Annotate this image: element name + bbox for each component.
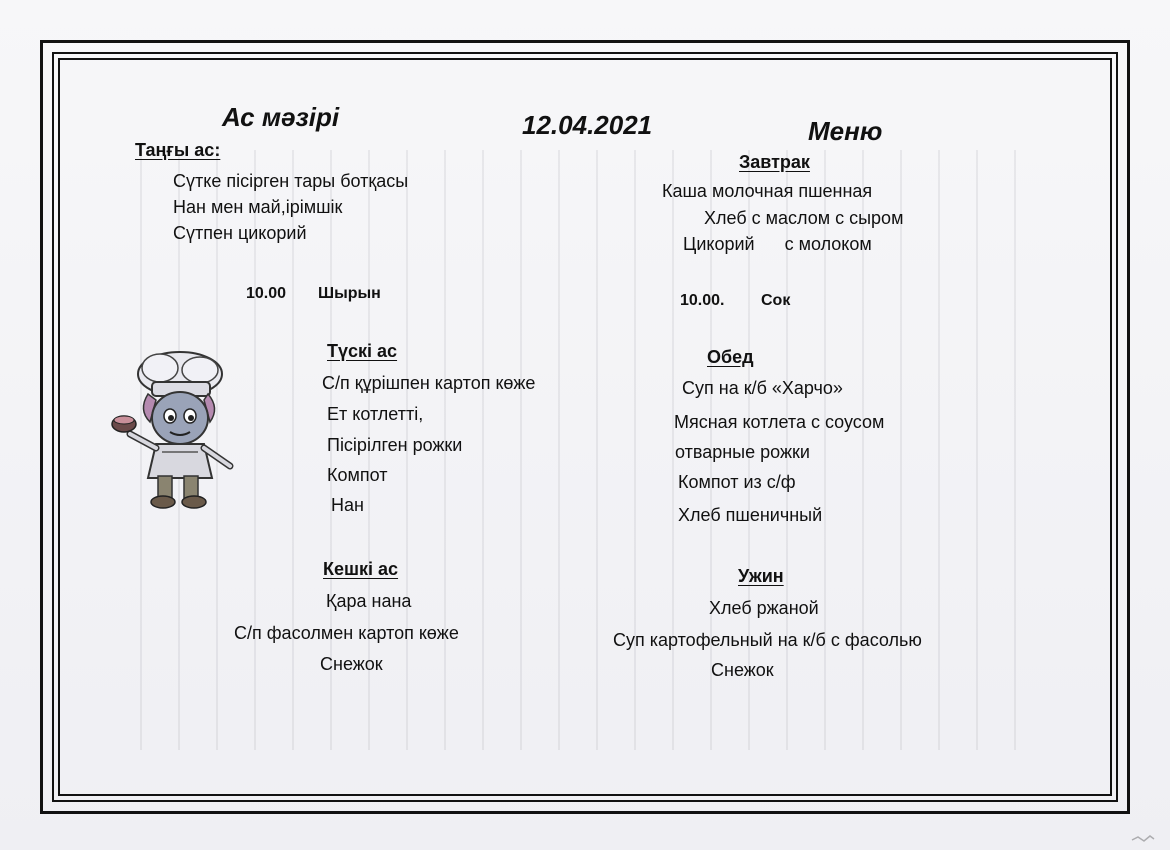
ru-lunch-item: Хлеб пшеничный bbox=[678, 505, 823, 525]
title-russian: Меню bbox=[808, 116, 883, 146]
ru-snack-item: Сок bbox=[761, 292, 791, 309]
menu-date: 12.04.2021 bbox=[522, 110, 653, 140]
ru-dinner-item: Снежок bbox=[711, 660, 774, 680]
ru-breakfast-item: Цикорий с молоком bbox=[683, 234, 872, 254]
kz-breakfast-item: Нан мен май,ірімшік bbox=[173, 197, 343, 217]
kz-dinner-item: Снежок bbox=[320, 654, 383, 674]
kz-breakfast-heading: Таңғы ас: bbox=[135, 140, 221, 160]
kz-breakfast-item: Сүтпен цикорий bbox=[173, 223, 307, 243]
ru-lunch-item: Компот из с/ф bbox=[678, 472, 796, 492]
ru-dinner-item: Суп картофельный на к/б с фасолью bbox=[613, 630, 922, 650]
ru-dinner-heading: Ужин bbox=[738, 566, 784, 586]
title-kazakh: Ас мәзірі bbox=[222, 102, 340, 132]
kz-dinner-item: Қара нана bbox=[326, 591, 412, 611]
kz-lunch-item: С/п құрішпен картоп көже bbox=[322, 373, 536, 393]
kz-lunch-item: Пісірілген рожки bbox=[327, 435, 463, 455]
kz-snack-time: 10.00 bbox=[246, 285, 287, 302]
ru-breakfast-heading: Завтрак bbox=[739, 152, 810, 172]
ru-breakfast-item: Каша молочная пшенная bbox=[662, 181, 873, 201]
kz-dinner-heading: Кешкі ас bbox=[323, 559, 399, 579]
kz-breakfast-item: Сүтке пісірген тары ботқасы bbox=[173, 171, 409, 191]
scan-artifact-mark bbox=[1130, 834, 1156, 844]
chef-cook-illustration-icon bbox=[108, 348, 240, 512]
ru-snack-time: 10.00. bbox=[680, 292, 725, 309]
kz-snack-item: Шырын bbox=[318, 285, 381, 302]
kz-dinner-item: С/п фасолмен картоп көже bbox=[234, 623, 459, 643]
ru-lunch-item: Мясная котлета с соусом bbox=[674, 412, 885, 432]
ru-lunch-heading: Обед bbox=[707, 347, 754, 367]
ru-breakfast-item: Хлеб с маслом с сыром bbox=[704, 208, 904, 228]
kz-lunch-item: Компот bbox=[327, 465, 388, 485]
ru-lunch-item: Суп на к/б «Харчо» bbox=[682, 378, 843, 398]
ru-lunch-item: отварные рожки bbox=[675, 442, 810, 462]
kz-lunch-item: Нан bbox=[331, 495, 364, 515]
kz-lunch-heading: Түскі ас bbox=[327, 341, 398, 361]
kz-lunch-item: Ет котлетті, bbox=[327, 404, 424, 424]
ru-dinner-item: Хлеб ржаной bbox=[709, 598, 819, 618]
